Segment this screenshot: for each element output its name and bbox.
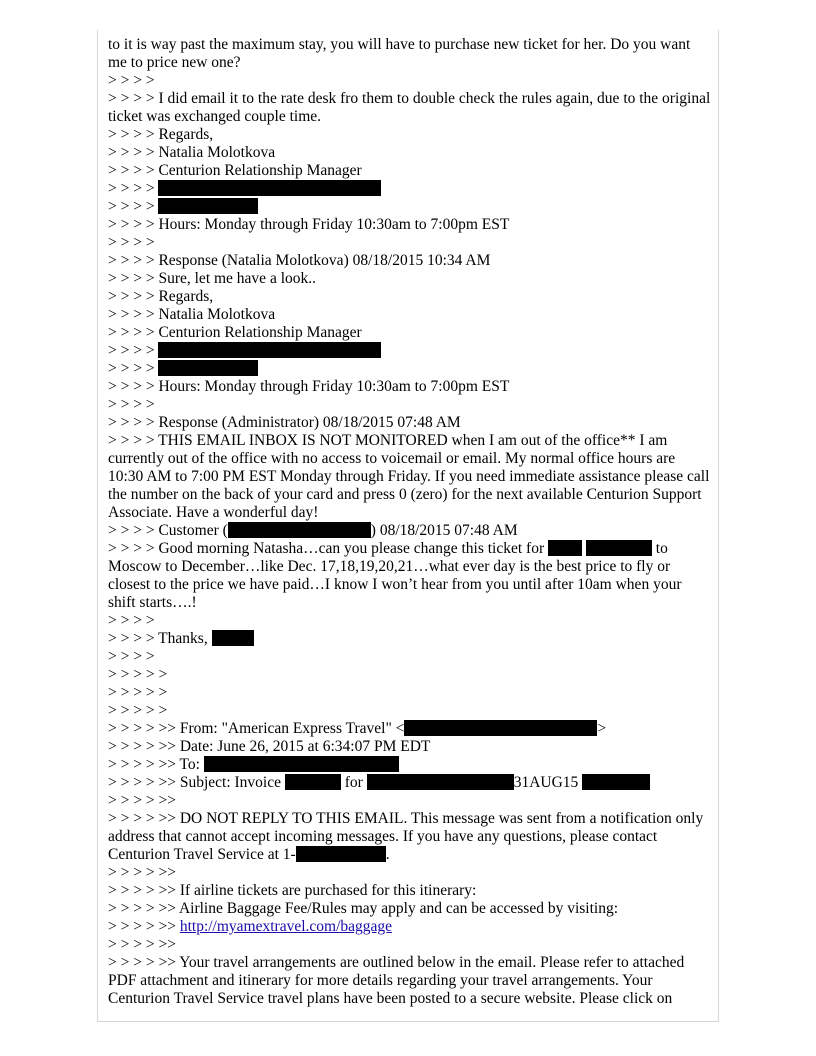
text-line: > > > > >>	[108, 864, 176, 881]
text-line: > > > > I did email it to the rate desk fro them to double check the rules again, due to the original ticket was exchanged couple time.	[108, 90, 711, 125]
text-line: > > > > Natalia Molotkova	[108, 144, 276, 161]
redaction-box	[367, 774, 514, 790]
quote-prefix: > > > >	[108, 180, 155, 197]
quote-prefix: > > > >	[108, 198, 155, 215]
text-line	[108, 540, 712, 612]
text-line: > > > > Hours: Monday through Friday 10:30am to 7:00pm EST	[108, 216, 510, 233]
text-line	[108, 630, 712, 648]
text-line	[108, 180, 712, 198]
thanks-text: > > > > Thanks,	[108, 630, 208, 647]
redaction-box	[158, 360, 258, 376]
text-line: > > > > Response (Natalia Molotkova) 08/18/2015 10:34 AM	[108, 252, 491, 269]
text-line: > > > > >> Your travel arrangements are outlined below in the email. Please refer to attached PDF attachment and itinerary for more details regarding your travel arrangements. Your Centurion Travel Service travel plans have been posted to a secure website. Please click on	[108, 954, 685, 1007]
request-text-to: to	[655, 540, 668, 557]
quote-prefix: > > > >	[108, 360, 155, 377]
text-line	[108, 756, 712, 774]
subject-label: > > > > >> Subject: Invoice	[108, 774, 281, 791]
quote-prefix: > > > > >>	[108, 918, 176, 935]
request-text-cont: Moscow to December…like Dec. 17,18,19,20,21…what ever day is the best price to fly or closest to the price we have paid…I know I won’t hear from you until after 10am when your shift starts….!	[108, 558, 682, 611]
text-line: > > > > Natalia Molotkova	[108, 306, 276, 323]
text-line: > > > > >> Date: June 26, 2015 at 6:34:07 PM EDT	[108, 738, 431, 755]
redaction-box	[548, 540, 582, 556]
text-line	[108, 360, 712, 378]
text-line: > > > >	[108, 234, 155, 251]
redaction-box	[158, 342, 381, 358]
redaction-box	[404, 720, 597, 736]
redaction-box	[296, 846, 386, 862]
text-line: to it is way past the maximum stay, you will have to purchase new ticket for her. Do you want me to price new one?	[108, 36, 691, 71]
text-line: > > > >	[108, 72, 155, 89]
from-close: >	[597, 720, 607, 737]
text-line: > > > > >	[108, 666, 168, 683]
subject-for: for	[344, 774, 363, 791]
text-line	[108, 774, 712, 792]
text-line	[108, 342, 712, 360]
baggage-link[interactable]: http://myamextravel.com/baggage	[179, 918, 393, 935]
to-label: > > > > >> To:	[108, 756, 200, 773]
text-line: > > > >	[108, 648, 155, 665]
from-label: > > > > >> From: "American Express Travel" <	[108, 720, 405, 737]
text-line	[108, 918, 712, 936]
text-line: > > > > Hours: Monday through Friday 10:30am to 7:00pm EST	[108, 378, 510, 395]
text-line: > > > > Regards,	[108, 288, 214, 305]
text-line: > > > > Response (Administrator) 08/18/2015 07:48 AM	[108, 414, 461, 431]
notice-period: .	[385, 846, 390, 863]
redaction-box	[582, 774, 650, 790]
redaction-box	[158, 198, 258, 214]
text-line: > > > > Centurion Relationship Manager	[108, 162, 362, 179]
text-line	[108, 198, 712, 216]
text-line: > > > > Centurion Relationship Manager	[108, 324, 362, 341]
redaction-box	[586, 540, 652, 556]
text-line: > > > >	[108, 396, 155, 413]
redaction-box	[228, 522, 371, 538]
customer-label: > > > > Customer (	[108, 522, 228, 539]
text-line	[108, 810, 712, 864]
text-line: > > > > >>	[108, 936, 176, 953]
text-line: > > > > >> Airline Baggage Fee/Rules may apply and can be accessed by visiting:	[108, 900, 619, 917]
text-line	[108, 522, 712, 540]
text-line	[108, 720, 712, 738]
quote-prefix: > > > >	[108, 342, 155, 359]
text-line: > > > > >	[108, 684, 168, 701]
text-line: > > > > >	[108, 702, 168, 719]
customer-timestamp: ) 08/18/2015 07:48 AM	[370, 522, 518, 539]
text-line: > > > > >>	[108, 792, 176, 809]
text-line: > > > > >> If airline tickets are purchased for this itinerary:	[108, 882, 477, 899]
redaction-box	[285, 774, 341, 790]
email-body	[108, 36, 712, 1008]
redaction-box	[158, 180, 381, 196]
subject-date: 31AUG15	[513, 774, 579, 791]
redaction-box	[212, 630, 254, 646]
text-line: > > > >	[108, 612, 155, 629]
text-line: > > > > Sure, let me have a look..	[108, 270, 317, 287]
request-text: > > > > Good morning Natasha…can you please change this ticket for	[108, 540, 545, 557]
text-line: > > > > THIS EMAIL INBOX IS NOT MONITORED when I am out of the office** I am currently out of the office with no access to voicemail or email. My normal office hours are 10:30 AM to 7:00 PM EST Monday through Friday. If you need immediate assistance please call the number on the back of your card and press 0 (zero) for the next available Centurion Support Associate. Have a wonderful day!	[108, 432, 710, 521]
text-line: > > > > Regards,	[108, 126, 214, 143]
notice-text: > > > > >> DO NOT REPLY TO THIS EMAIL. This message was sent from a notification only address that cannot accept incoming messages. If you have any questions, please contact Centurion Travel Service at 1-	[108, 810, 704, 863]
redaction-box	[204, 756, 399, 772]
